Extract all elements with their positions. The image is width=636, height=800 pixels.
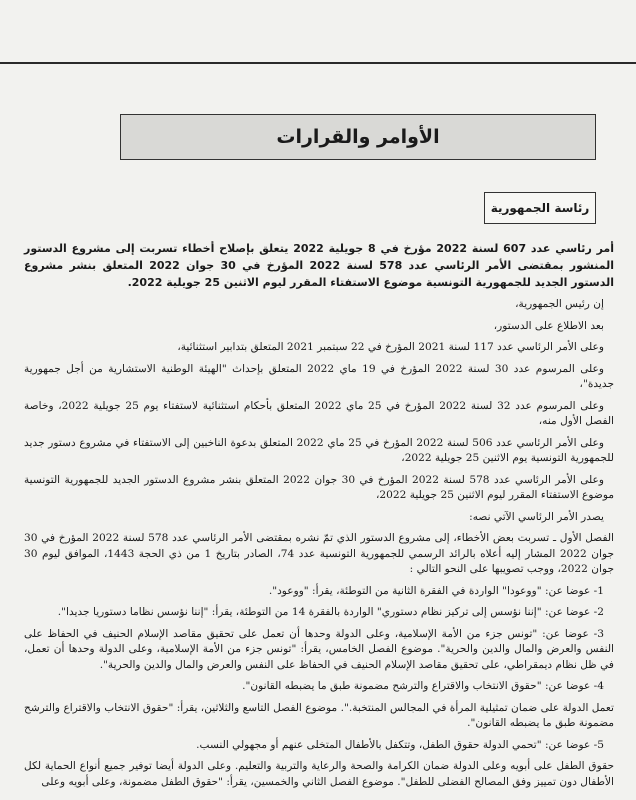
paragraph: وعلى الأمر الرئاسي عدد 578 لسنة 2022 المؤرخ في 30 جوان 2022 المتعلق بنشر مشروع الدستور الجديد للجمهورية التونسية موضوع الاستفتاء المقرر ليوم الاثنين 25 جويلية 2022، (24, 473, 614, 501)
paragraph: وعلى المرسوم عدد 30 لسنة 2022 المؤرخ في 19 ماي 2022 المتعلق بإحداث "الهيئة الوطنية الاستشارية من أجل جمهورية جديدة"، (24, 362, 614, 390)
correction-item: 2- عوضا عن: "إننا نؤسس إلى تركيز نظام دستوري" الواردة بالفقرة 14 من التوطئة، يقرأ: "إننا نؤسس نظاما دستوريا جديدا". (57, 606, 604, 618)
page-title: الأوامر والقرارات (120, 114, 596, 160)
decree-title: أمر رئاسي عدد 607 لسنة 2022 مؤرخ في 8 جويلية 2022 يتعلق بإصلاح أخطاء تسربت إلى مشروع الدستور المنشور بمقتضى الأمر الرئاسي عدد 578 لسنة 2022 المؤرخ في 30 جوان 2022 المتعلق بنشر مشروع الدستور الجديد للجمهورية التونسية موضوع الاستفتاء المقرر ليوم الاثنين 25 جويلية 2022. (24, 242, 615, 289)
paragraph: وعلى المرسوم عدد 32 لسنة 2022 المؤرخ في 25 ماي 2022 المتعلق بأحكام استثنائية لاستفتاء يوم 25 جويلية 2022، وخاصة الفصل الأول منه، (24, 399, 614, 427)
paragraph: يصدر الأمر الرئاسي الآتي نصه: (469, 510, 604, 523)
correction-item: 1- عوضا عن: "ووعودا" الواردة في الفقرة الثانية من التوطئة، يقرأ: "ووعود". (268, 584, 604, 597)
decree-body (24, 240, 614, 796)
correction-item: 4- عوضا عن: "حقوق الانتخاب والاقتراع والترشح مضمونة طبق ما يضبطه القانون". (242, 680, 604, 692)
correction-item: 5- عوضا عن: "تحمي الدولة حقوق الطفل، وتتكفل بالأطفال المتخلى عنهم أو مجهولي النسب. (196, 738, 604, 751)
correction-continuation: حقوق الطفل على أبويه وعلى الدولة ضمان الكرامة والصحة والرعاية والتربية والتعليم. وعلى الدولة أيضا توفير جميع أنواع الحماية لكل الأطفال دون تمييز وفق المصالح الفضلى للطفل". موضوع الفصل الثاني والخمسين، يقرأ: "حقوق الطفل مضمونة، وعلى أبويه وعلى (24, 760, 614, 788)
correction-continuation: تعمل الدولة على ضمان تمثيلية المرأة في المجالس المنتخبة.". موضوع الفصل التاسع والثلاثين، يقرأ: "حقوق الانتخاب والاقتراع والترشح مضمونة طبق ما يضبطه القانون". (24, 701, 614, 729)
paragraph: بعد الاطلاع على الدستور، (493, 319, 604, 332)
section-label: رئاسة الجمهورية (484, 192, 596, 224)
correction-item: 3- عوضا عن: "تونس جزء من الأمة الإسلامية، وعلى الدولة وحدها أن تعمل على تحقيق مقاصد الإسلام الحنيف في الحفاظ على النفس والعرض والمال والدين والحرية". موضوع الفصل الخامس، يقرأ: "تونس جزء من الأمة الإسلامية، وعلى الدولة وحدها أن تعمل، في ظل نظام ديمقراطي، على تحقيق مقاصد الإسلام الحنيف في الحفاظ على النفس والعرض والمال والدين والحرية". (24, 627, 614, 671)
top-rule (0, 62, 636, 64)
paragraph: وعلى الأمر الرئاسي عدد 117 لسنة 2021 المؤرخ في 22 سبتمبر 2021 المتعلق بتدابير استثنائية، (177, 341, 604, 353)
paragraph: وعلى الأمر الرئاسي عدد 506 لسنة 2022 المؤرخ في 25 ماي 2022 المتعلق بدعوة الناخبين إلى الاستفتاء في مشروع دستور جديد للجمهورية التونسية يوم الاثنين 25 جويلية 2022، (24, 436, 614, 464)
paragraph: إن رئيس الجمهورية، (515, 298, 604, 310)
article-one: الفصل الأول ـ تسربت بعض الأخطاء، إلى مشروع الدستور الذي تمّ نشره بمقتضى الأمر الرئاسي عدد 578 لسنة 2022 المؤرخ في 30 جوان 2022 المشار إليه أعلاه بالرائد الرسمي للجمهورية التونسية عدد 74، الصادر بتاريخ 1 من ذي الحجة 1443، الموافق ليوم 30 جوان 2022، ووجب تصويبها على النحو التالي : (24, 532, 614, 575)
